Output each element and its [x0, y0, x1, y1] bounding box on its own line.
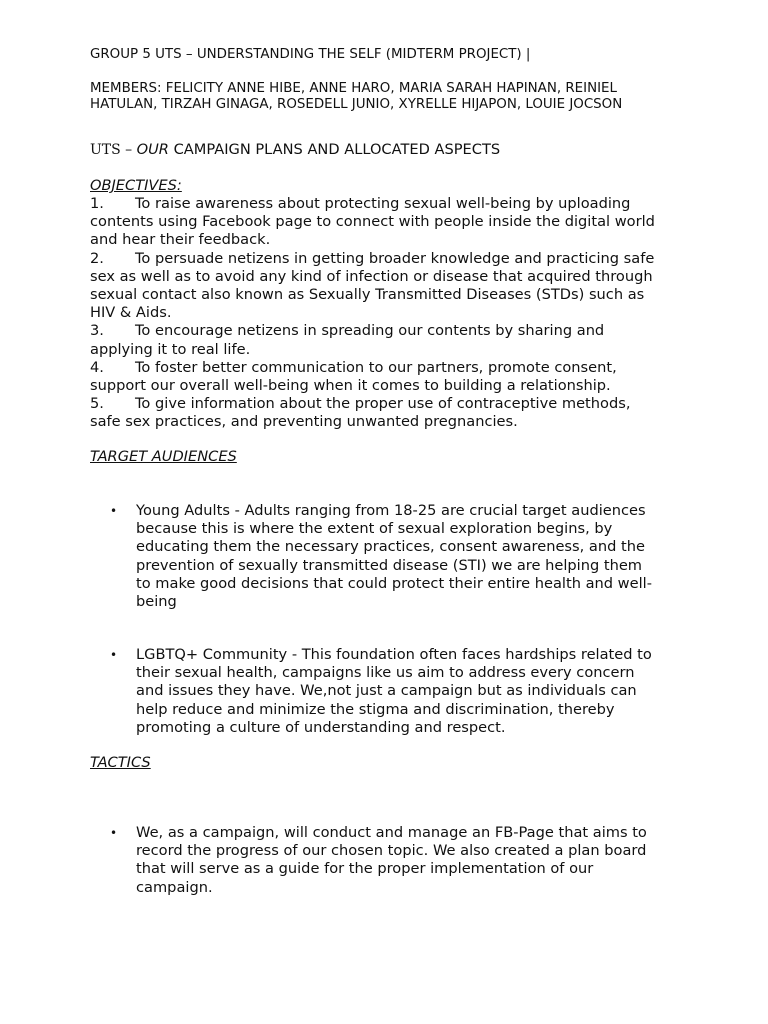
audience-list-young-adults — [110, 502, 690, 611]
title-prefix: UTS – — [90, 142, 137, 158]
title-rest: CAMPAIGN PLANS AND ALLOCATED ASPECTS — [168, 141, 501, 158]
list-item: • We, as a campaign, will conduct and manage an FB-Page that aims to record the progress of our chosen topic. We also created a plan board that will serve as a guide for the proper implementation of our campaign. — [110, 824, 647, 896]
members-line-1: MEMBERS: FELICITY ANNE HIBE, ANNE HARO, MARIA SARAH HAPINAN, REINIEL — [90, 81, 617, 96]
list-item: • Young Adults - Adults ranging from 18-25 are crucial target audiences because this is where the extent of sexual exploration begins, by educating them the necessary practices, consent awareness, and the prevention of sexually transmitted disease (STI) we are helping them to make good decisions that could protect their entire health and well- being — [110, 502, 652, 611]
page-title — [90, 141, 500, 158]
objective-item: 5. To give information about the proper use of contraceptive methods, safe sex practices, and preventing unwanted pregnancies. — [90, 395, 631, 431]
members-line-2: HATULAN, TIRZAH GINAGA, ROSEDELL JUNIO, XYRELLE HIJAPON, LOUIE JOCSON — [90, 97, 623, 112]
target-audiences-heading: TARGET AUDIENCES — [90, 448, 237, 465]
group-header: GROUP 5 UTS – UNDERSTANDING THE SELF (MIDTERM PROJECT) | — [90, 47, 531, 62]
tactics-heading: TACTICS — [90, 754, 151, 771]
tactics-list — [110, 824, 690, 897]
list-item: • LGBTQ+ Community - This foundation often faces hardships related to their sexual health, campaigns like us aim to address every concern and issues they have. We,not just a campaign but as individuals can help reduce and minimize the stigma and discrimination, thereby promoting a culture of understanding and respect. — [110, 646, 652, 736]
objectives-list — [90, 195, 690, 432]
bullet-icon: • — [110, 648, 118, 662]
objectives-heading: OBJECTIVES: — [90, 177, 182, 194]
objective-item: 1. To raise awareness about protecting sexual well-being by uploading contents using Facebook page to connect with people inside the digital world and hear their feedback. — [90, 195, 655, 249]
audience-list-lgbtq — [110, 646, 690, 737]
title-our: OUR — [136, 141, 169, 158]
objective-item: 4. To foster better communication to our partners, promote consent, support our overall well-being when it comes to building a relationship. — [90, 358, 617, 395]
objective-item: 2. To persuade netizens in getting broader knowledge and practicing safe sex as well as to avoid any kind of infection or disease that acquired through sexual contact also known as Sexually Transmitted Diseases (STDs) such as HIV & Aids. — [90, 249, 655, 322]
objective-item: 3. To encourage netizens in spreading our contents by sharing and applying it to real life. — [90, 322, 605, 358]
bullet-icon: • — [110, 504, 118, 518]
bullet-icon: • — [110, 826, 118, 840]
